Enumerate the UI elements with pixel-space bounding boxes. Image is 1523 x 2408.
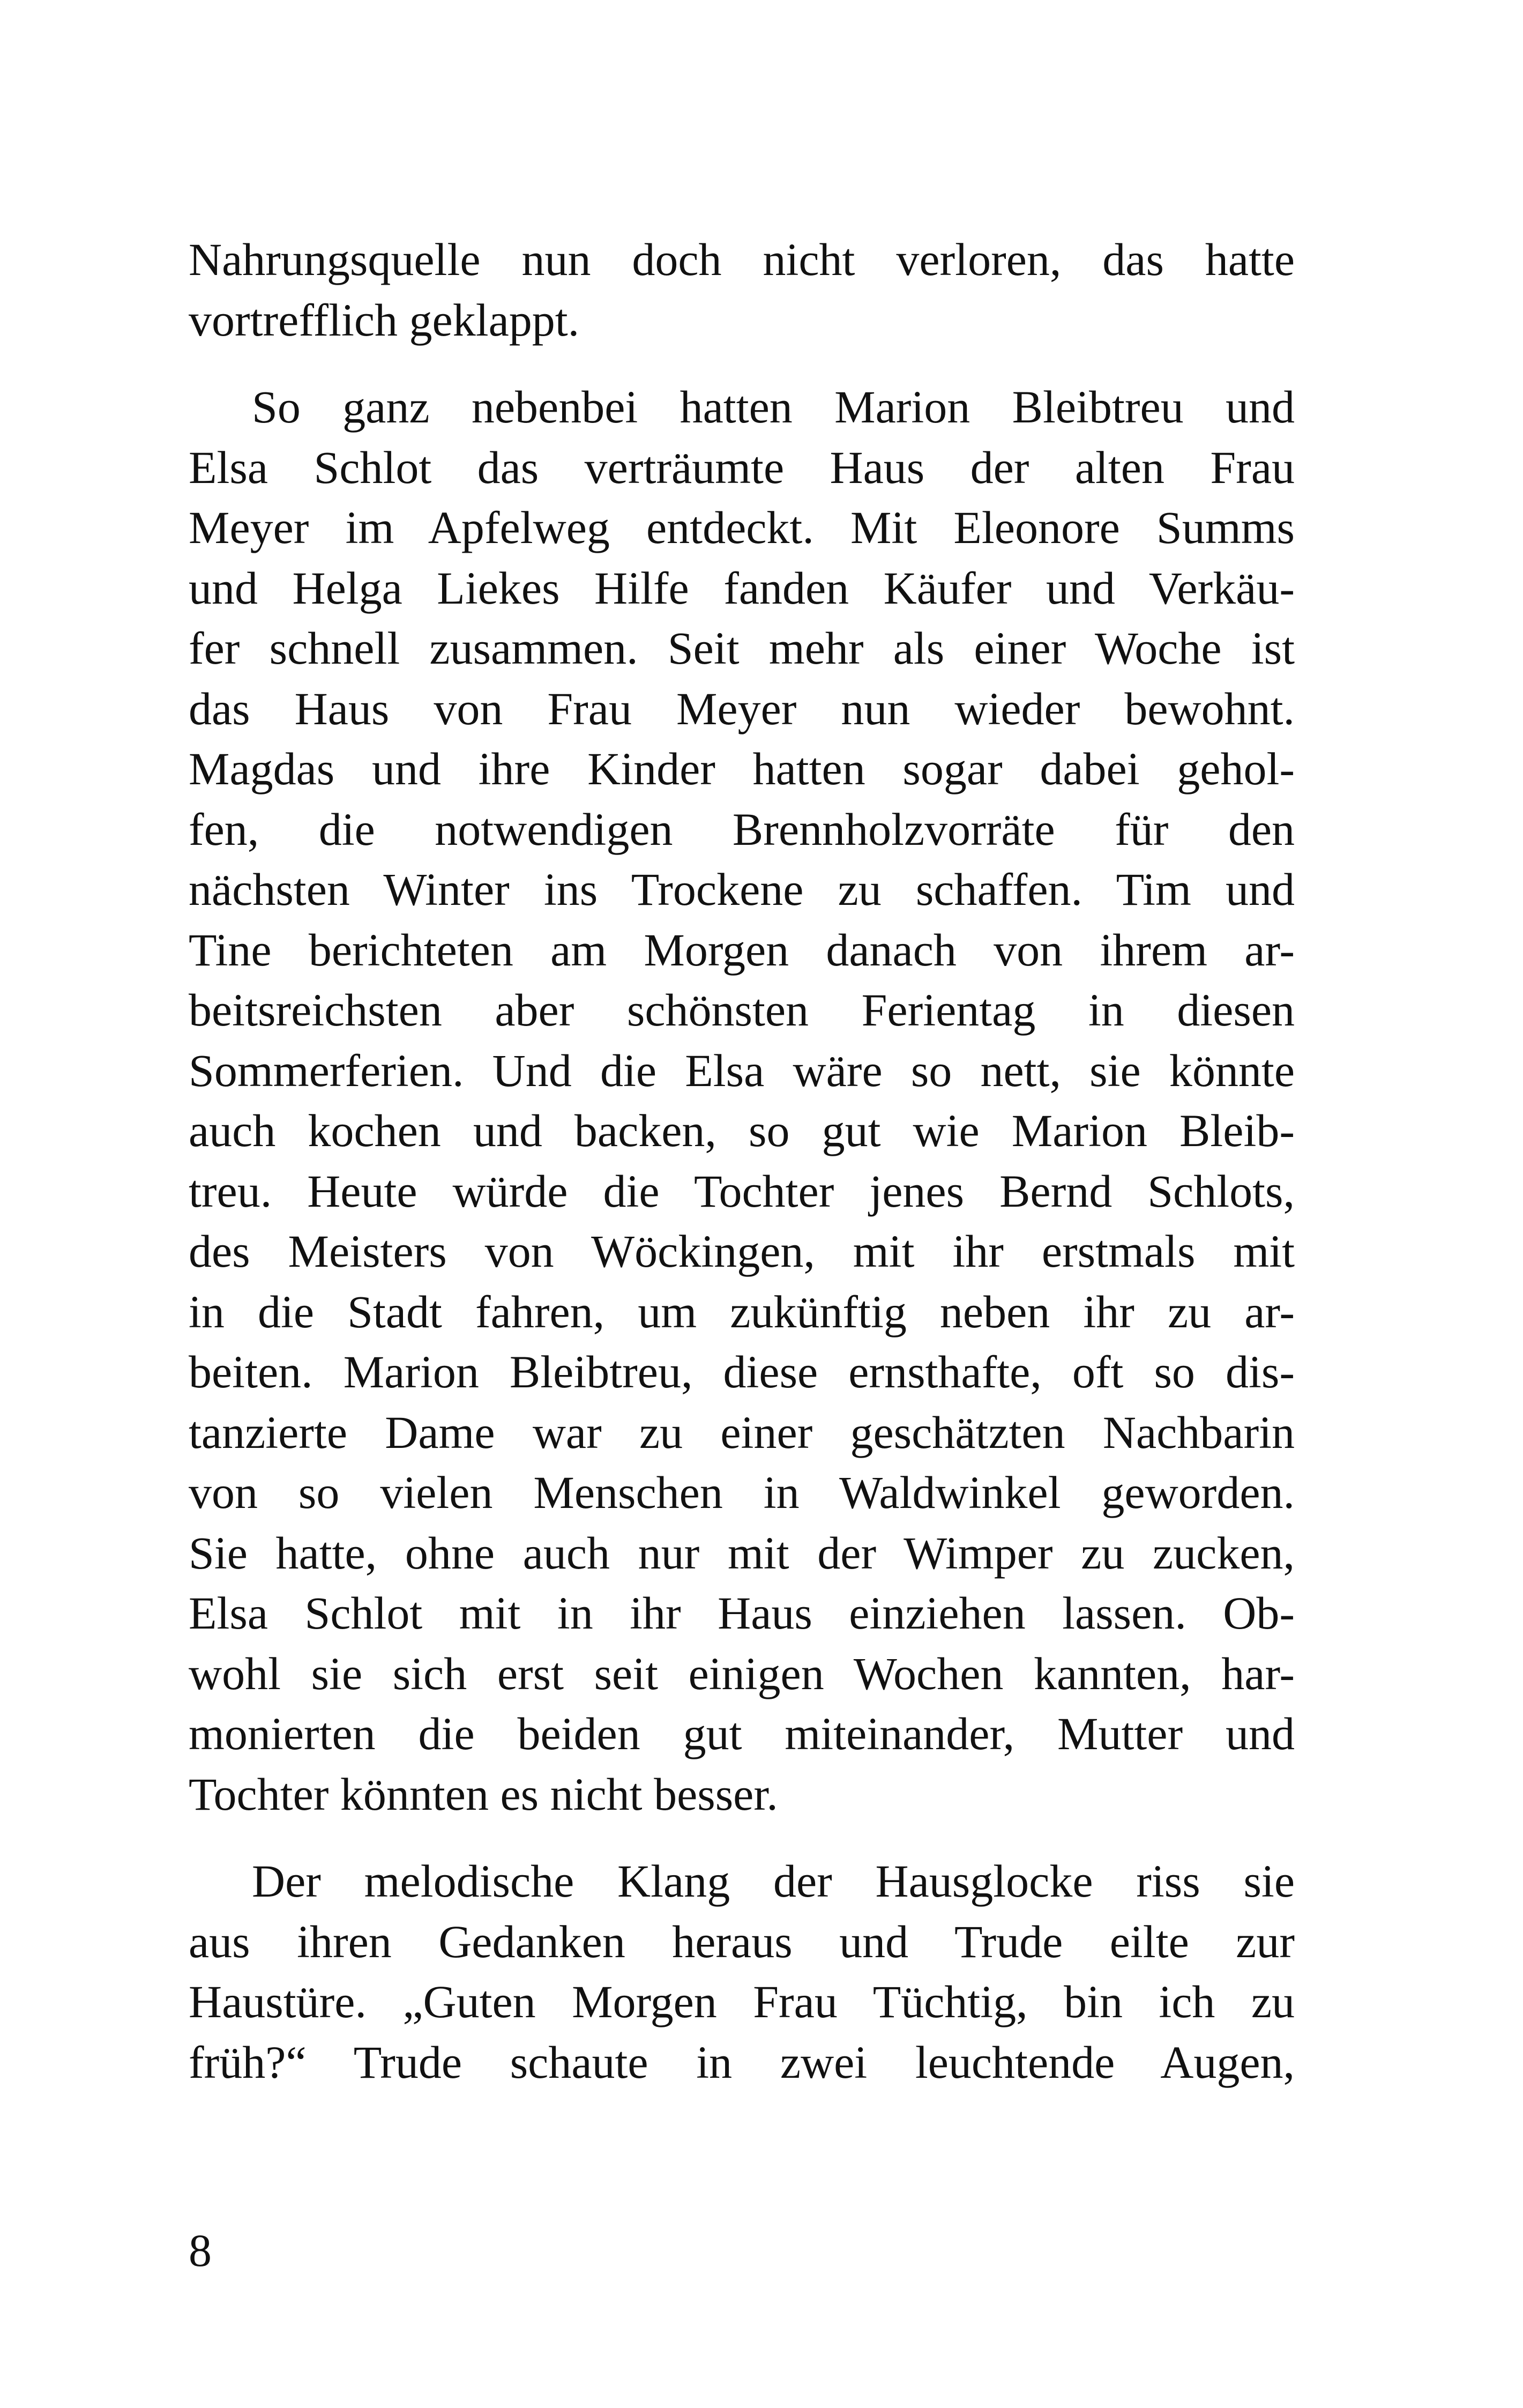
text-line: Nahrungsquelle nun doch nicht verloren, das hatte bbox=[189, 234, 1295, 285]
paragraph-gap bbox=[189, 350, 1295, 377]
text-line: beiten. Marion Bleibtreu, diese ernsthafte, oft so dis- bbox=[189, 1346, 1295, 1398]
text-line: auch kochen und backen, so gut wie Marion Bleib- bbox=[189, 1105, 1295, 1156]
text-line: Magdas und ihre Kinder hatten sogar dabei gehol- bbox=[189, 743, 1295, 794]
paragraph bbox=[189, 1851, 1295, 2092]
text-line: in die Stadt fahren, um zukünftig neben ihr zu ar- bbox=[189, 1285, 1295, 1337]
text-line: früh?“ Trude schaute in zwei leuchtende Augen, bbox=[189, 2036, 1295, 2088]
text-line: des Meisters von Wöckingen, mit ihr erstmals mit bbox=[189, 1225, 1295, 1277]
text-line: von so vielen Menschen in Waldwinkel geworden. bbox=[189, 1467, 1295, 1518]
text-line: aus ihren Gedanken heraus und Trude eilte zur bbox=[189, 1915, 1295, 1967]
text-line: beitsreichsten aber schönsten Ferientag in diesen bbox=[189, 984, 1295, 1036]
text-line: Sie hatte, ohne auch nur mit der Wimper zu zucken, bbox=[189, 1527, 1295, 1579]
text-line: Haustüre. „Guten Morgen Frau Tüchtig, bin ich zu bbox=[189, 1976, 1295, 2027]
page-number: 8 bbox=[189, 2225, 212, 2276]
text-line: Der melodische Klang der Hausglocke riss sie bbox=[252, 1855, 1295, 1907]
body-text bbox=[189, 229, 1295, 2092]
text-line: Meyer im Apfelweg entdeckt. Mit Eleonore Summs bbox=[189, 502, 1295, 553]
text-line: fer schnell zusammen. Seit mehr als einer Woche ist bbox=[189, 622, 1295, 674]
text-line: wohl sie sich erst seit einigen Wochen kannten, har- bbox=[189, 1647, 1295, 1699]
text-line: fen, die notwendigen Brennholzvorräte für den bbox=[189, 803, 1295, 855]
text-line: treu. Heute würde die Tochter jenes Bernd Schlots, bbox=[189, 1165, 1295, 1217]
paragraph bbox=[189, 229, 1295, 350]
text-line: So ganz nebenbei hatten Marion Bleibtreu und bbox=[252, 381, 1295, 433]
text-line: tanzierte Dame war zu einer geschätzten Nachbarin bbox=[189, 1406, 1295, 1458]
text-line: das Haus von Frau Meyer nun wieder bewohnt. bbox=[189, 682, 1295, 734]
text-line: Elsa Schlot das verträumte Haus der alten Frau bbox=[189, 441, 1295, 493]
text-line: Elsa Schlot mit in ihr Haus einziehen lassen. Ob- bbox=[189, 1587, 1295, 1639]
text-line: Tochter könnten es nicht besser. bbox=[189, 1768, 778, 1820]
text-line: monierten die beiden gut miteinander, Mutter und bbox=[189, 1708, 1295, 1759]
paragraph-gap bbox=[189, 1824, 1295, 1851]
text-line: nächsten Winter ins Trockene zu schaffen. Tim und bbox=[189, 864, 1295, 915]
text-line: und Helga Liekes Hilfe fanden Käufer und Verkäu- bbox=[189, 562, 1295, 614]
text-line: vortrefflich geklappt. bbox=[189, 294, 580, 346]
paragraph bbox=[189, 377, 1295, 1824]
text-line: Sommerferien. Und die Elsa wäre so nett, sie könnte bbox=[189, 1044, 1295, 1096]
text-line: Tine berichteten am Morgen danach von ihrem ar- bbox=[189, 924, 1295, 976]
